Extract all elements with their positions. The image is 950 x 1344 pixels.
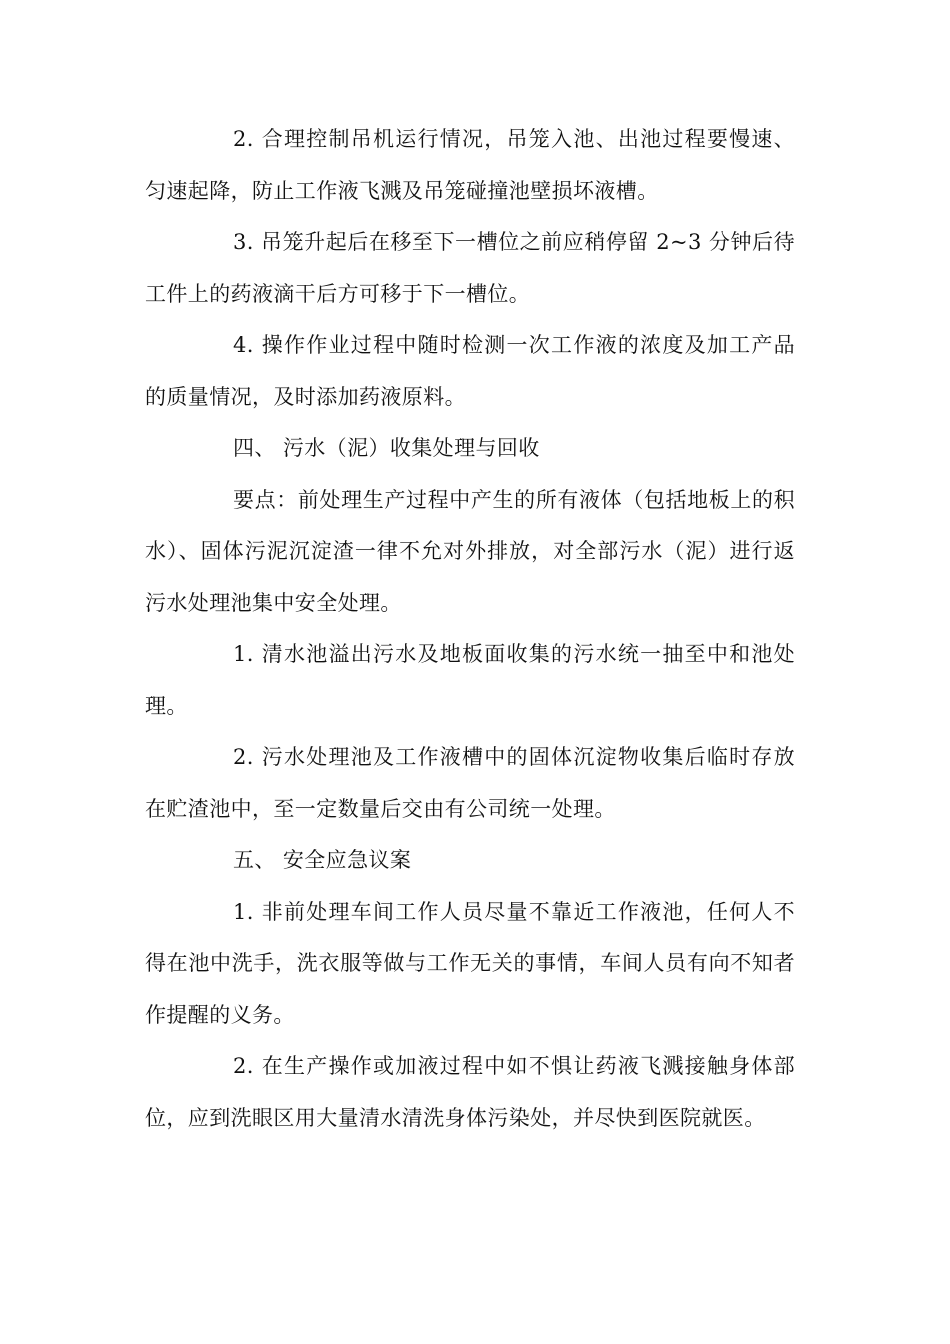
- paragraph-overflow-water: 1. 清水池溢出污水及地板面收集的污水统一抽至中和池处理。: [145, 642, 795, 718]
- document-page: [145, 114, 795, 1144]
- paragraph-sediment-storage: 2. 污水处理池及工作液槽中的固体沉淀物收集后临时存放在贮渣池中，至一定数量后交由有公司统一处理。: [145, 745, 795, 821]
- paragraph-cage-pause: 3. 吊笼升起后在移至下一槽位之前应稍停留 2~3 分钟后待工件上的药液滴干后方可移于下一槽位。: [145, 230, 795, 306]
- section-heading-sewage: 四、 污水（泥）收集处理与回收: [233, 436, 540, 460]
- paragraph-splash-response: 2. 在生产操作或加液过程中如不惧让药液飞溅接触身体部位，应到洗眼区用大量清水清洗身体污染处，并尽快到医院就医。: [145, 1054, 795, 1130]
- paragraph-concentration-check: 4. 操作作业过程中随时检测一次工作液的浓度及加工产品的质量情况，及时添加药液原料。: [145, 333, 795, 409]
- paragraph-key-points: 要点：前处理生产过程中产生的所有液体（包括地板上的积水）、固体污泥沉淀渣一律不允对外排放，对全部污水（泥）进行返污水处理池集中安全处理。: [145, 487, 795, 615]
- paragraph-crane-control: 2. 合理控制吊机运行情况，吊笼入池、出池过程要慢速、匀速起降，防止工作液飞溅及吊笼碰撞池壁损坏液槽。: [145, 127, 795, 203]
- paragraph-no-approach: 1. 非前处理车间工作人员尽量不靠近工作液池，任何人不得在池中洗手，洗衣服等做与工作无关的事情，车间人员有向不知者作提醒的义务。: [145, 899, 795, 1027]
- section-heading-safety: 五、 安全应急议案: [233, 848, 412, 872]
